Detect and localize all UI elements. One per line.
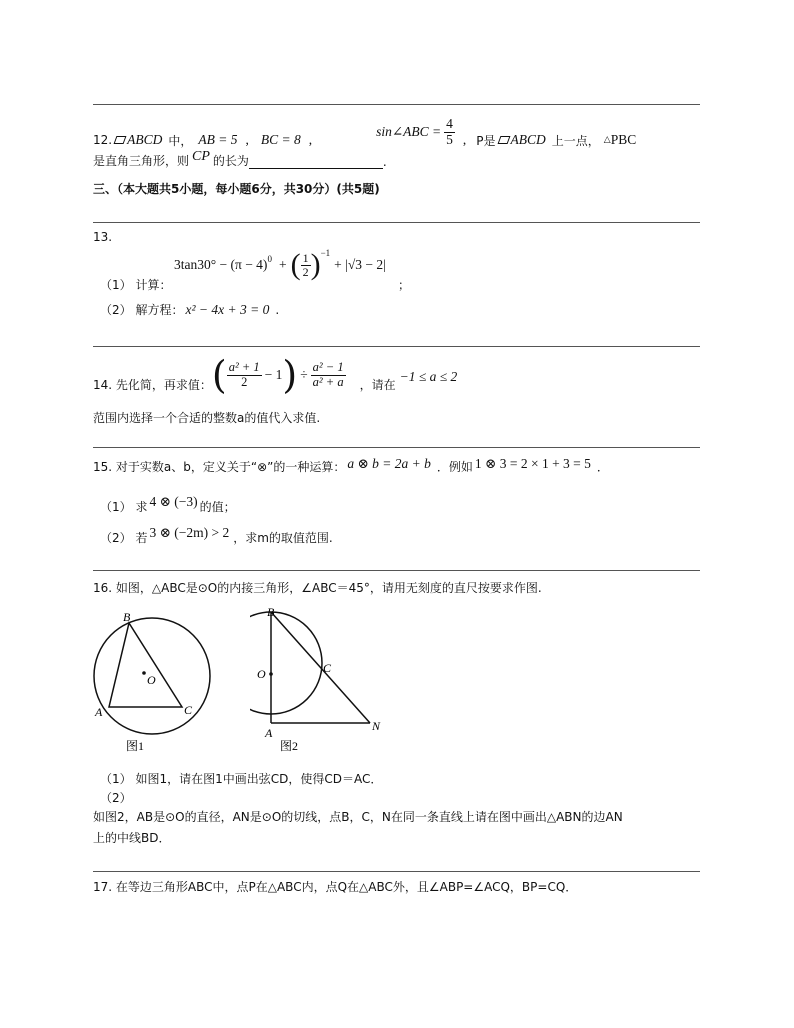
q13-item1-label: （1） 计算： <box>100 278 172 292</box>
q12-comma1: , <box>245 132 249 147</box>
fig2-secant <box>271 612 370 723</box>
q15-example: 1 ⊗ 3 = 2 × 1 + 3 = 5 <box>474 455 591 471</box>
q15-item1 <box>100 488 236 515</box>
figure-2 <box>250 604 400 756</box>
q12-sin-num: 4 <box>446 116 453 132</box>
q13-rparen: ) <box>310 248 321 281</box>
q15-def: a ⊗ b = 2a + b <box>347 455 431 471</box>
q15-item1-a: （1） 求 <box>100 500 148 514</box>
q17-stem: 17. 在等边三角形ABC中，点P在△ABC内，点Q在△ABC外，且∠ABP=∠ACQ，BP=CQ． <box>93 880 578 894</box>
q13-expression <box>174 250 386 280</box>
q16-item2-label: （2） <box>100 791 132 805</box>
fig2-label-n: N <box>372 719 381 733</box>
fig2-center-dot <box>269 672 273 676</box>
q13-half <box>301 252 311 278</box>
fig2-label-a: A <box>265 726 273 740</box>
q12-line2 <box>93 149 387 169</box>
q15-line1 <box>93 455 609 475</box>
q13-item1 <box>100 276 171 293</box>
fig2-circle <box>250 612 322 714</box>
q14-range: −1 ≤ a ≤ 2 <box>399 369 458 384</box>
q12-tri-name: PBC <box>610 132 637 147</box>
divider-top <box>93 104 700 105</box>
q14-label: 14. 先化简，再求值： <box>93 377 212 392</box>
q14-f1-den: 2 <box>241 374 248 389</box>
parallelogram-icon-2 <box>497 136 510 144</box>
q13-item1-end: ； <box>398 278 411 292</box>
fig2-label-b: B <box>267 605 275 619</box>
q12-line2-end: . <box>382 155 387 169</box>
q16-item2-text2: 上的中线BD． <box>93 831 171 845</box>
q15-item2-expr: 3 ⊗ (−2m) > 2 <box>149 524 230 540</box>
q12-comma3: , <box>462 132 467 147</box>
q12-bc: BC = 8 <box>260 132 301 147</box>
q15-text-b: ．例如 <box>436 460 473 474</box>
q15-item2 <box>100 519 333 546</box>
q13-expm1: −1 <box>320 248 331 258</box>
fig1-label-a: A <box>95 705 103 719</box>
q12-comma2: , <box>308 132 313 147</box>
q12-sin-den: 5 <box>446 131 453 147</box>
fig1-label-o: O <box>147 673 156 687</box>
figure-1 <box>88 606 218 756</box>
q12-sin-fraction <box>444 117 455 146</box>
q12-ab: AB = 5 <box>198 132 238 147</box>
q15-text-a: 15. 对于实数a、b，定义关于“⊗”的一种运算： <box>93 460 346 474</box>
q14-line2: 范围内选择一个合适的整数a的值代入求值. <box>93 411 321 425</box>
q14-f2-den: a² + a <box>312 374 344 389</box>
q14-lparen: ( <box>211 353 227 397</box>
q12-line1 <box>93 112 636 152</box>
fig2-label-o: O <box>257 667 266 681</box>
q14-div: ÷ <box>300 367 308 382</box>
q13-abs: + |√3 − 2| <box>334 257 386 272</box>
q13-half-den: 2 <box>302 264 309 279</box>
q12-answer-blank[interactable] <box>249 156 383 169</box>
divider-q14 <box>93 346 700 347</box>
q12-shape: ABCD <box>127 132 163 147</box>
fig1-label-b: B <box>123 610 131 624</box>
section3-heading: 三、（本大题共5小题，每小题6分，共30分）(共5题) <box>93 182 380 196</box>
q12-p-is: P是 <box>476 133 496 148</box>
fig1-center-dot <box>142 671 146 675</box>
q13-plus: + <box>278 257 287 272</box>
divider-q13 <box>93 222 700 223</box>
q14-comma-try: ，请在 <box>359 377 396 392</box>
q14-line1 <box>93 352 457 398</box>
q14-f1-num: a² + 1 <box>228 360 260 375</box>
q15-item2-b: ，求m的取值范围. <box>233 531 333 545</box>
q12-zhong: 中， <box>168 133 193 148</box>
q13-half-num: 1 <box>302 250 309 265</box>
divider-q15 <box>93 447 700 448</box>
q13-lparen: ( <box>290 248 301 281</box>
q14-rparen: ) <box>282 353 298 397</box>
q13-expr-a: 3tan30° − (π − 4) <box>174 257 268 272</box>
fig2-caption: 图2 <box>280 739 299 753</box>
q12-on-point: 上一点， <box>551 133 600 148</box>
q15-item1-expr: 4 ⊗ (−3) <box>149 493 198 509</box>
parallelogram-icon <box>114 136 127 144</box>
triangle-icon: △ <box>603 135 611 145</box>
q13-item2-label: （2） 解方程： <box>100 303 184 317</box>
q12-sin-lhs: sin∠ABC = <box>376 124 442 139</box>
q13-exp0: 0 <box>267 254 272 264</box>
divider-q16 <box>93 570 700 571</box>
q16-item2-text1: 如图2，AB是⊙O的直径，AN是⊙O的切线，点B，C，N在同一条直线上请在图中画出△ABN的边AN <box>93 810 623 824</box>
q12-number: 12. <box>93 133 113 147</box>
q16-item1: （1） 如图1，请在图1中画出弦CD，使得CD＝AC． <box>100 772 383 786</box>
q14-minus1: − 1 <box>264 367 283 382</box>
q16-stem: 16. 如图，△ABC是⊙O的内接三角形，∠ABC＝45°，请用无刻度的直尺按要求作图. <box>93 581 542 595</box>
fig1-label-c: C <box>184 703 193 717</box>
q13-item2 <box>100 301 279 318</box>
q15-item2-a: （2） 若 <box>100 531 148 545</box>
q15-text-c: ． <box>596 460 609 474</box>
q12-shape-2: ABCD <box>510 132 546 147</box>
q13-item2-end: . <box>275 302 280 317</box>
fig1-caption: 图1 <box>126 739 145 753</box>
q13-number: 13. <box>93 230 113 244</box>
q12-cp: CP <box>192 149 210 164</box>
fig2-label-c: C <box>323 661 332 675</box>
q14-frac1 <box>227 361 262 388</box>
fig1-triangle <box>109 623 182 707</box>
q13-item2-eq: x² − 4x + 3 = 0 <box>185 301 270 317</box>
q12-line2-a: 是直角三角形，则 <box>93 154 190 168</box>
divider-q17 <box>93 871 700 872</box>
q14-f2-num: a² − 1 <box>312 360 344 375</box>
q14-frac2 <box>311 361 346 388</box>
q12-line2-b: 的长为 <box>212 154 249 168</box>
q15-item1-b: 的值； <box>199 500 236 514</box>
